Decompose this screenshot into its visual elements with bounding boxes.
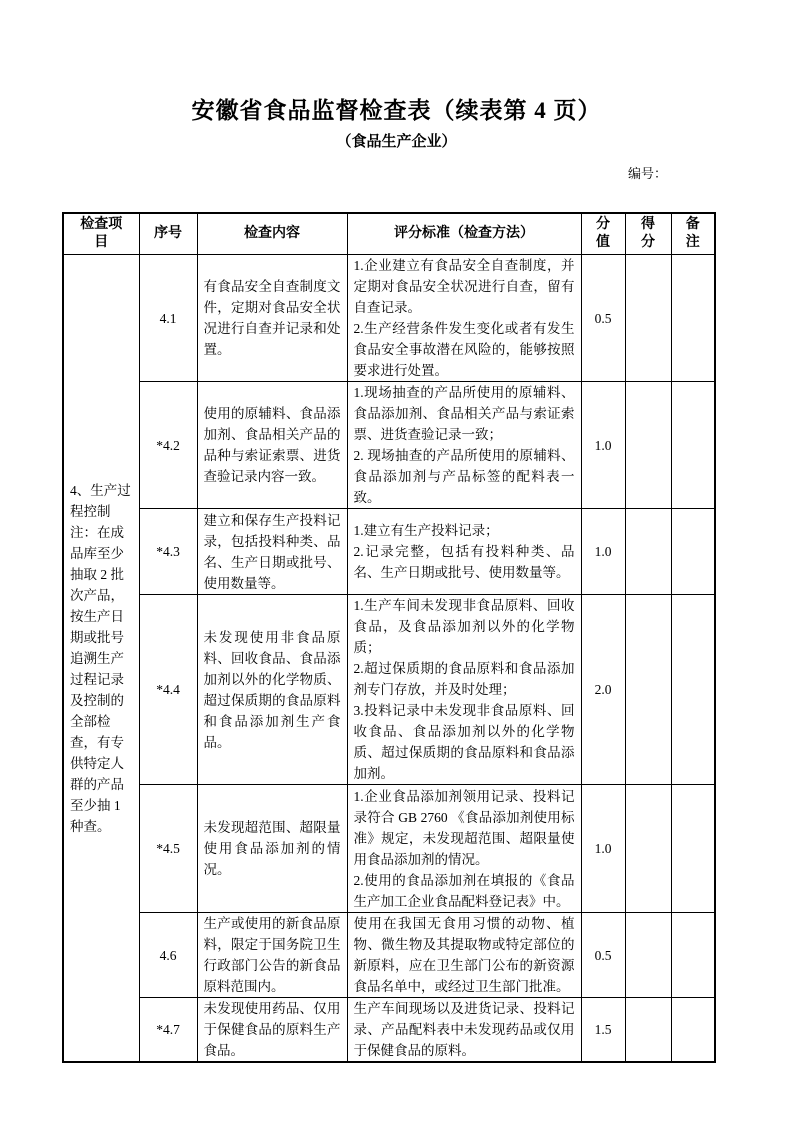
- item-number-cell: *4.4: [139, 595, 197, 785]
- table-row-4-6: [63, 913, 715, 998]
- standard-item-1: 1.现场抽查的产品所使用的原辅料、食品添加剂、食品相关产品与索证索票、进货查验记录一致；: [353, 385, 575, 442]
- category-note: 注：在成品库至少抽取 2 批次产品，按生产日期或批号追溯生产过程记录及控制的全部检查，有专供特定人群的产品至少抽 1 种查。: [70, 524, 124, 834]
- scoring-standard-cell: [347, 785, 581, 913]
- table-header-row: [63, 213, 715, 255]
- standard-item-2: 2.超过保质期的食品原料和食品添加剂专门存放，并及时处理；: [353, 661, 575, 697]
- score-value-cell: 1.0: [581, 382, 625, 509]
- table-row-4-4: [63, 595, 715, 785]
- remark-cell: [671, 998, 715, 1063]
- item-number-cell: *4.3: [139, 509, 197, 595]
- standard-item-2: 2. 现场抽查的产品所使用的原辅料、食品添加剂与产品标签的配料表一致。: [353, 448, 575, 505]
- scoring-standard-cell: [347, 998, 581, 1063]
- inspection-content-cell: 使用的原辅料、食品添加剂、食品相关产品的品种与索证索票、进货查验记录内容一致。: [197, 382, 347, 509]
- score-value-cell: 1.5: [581, 998, 625, 1063]
- header-serial-number: 序号: [139, 213, 197, 255]
- standard-item-1: 生产车间现场以及进货记录、投料记录、产品配料表中未发现药品或仅用于保健食品的原料。: [353, 1001, 575, 1058]
- score-value-cell: 1.0: [581, 509, 625, 595]
- table-row-4-3: [63, 509, 715, 595]
- score-value-cell: 2.0: [581, 595, 625, 785]
- item-number-cell: *4.7: [139, 998, 197, 1063]
- standard-item-1: 使用在我国无食用习惯的动物、植物、微生物及其提取物或特定部位的新原料，应在卫生部门公布的新资源食品名单中，或经过卫生部门批准。: [353, 916, 575, 994]
- score-obtained-cell: [625, 998, 671, 1063]
- scoring-standard-cell: [347, 382, 581, 509]
- remark-cell: [671, 255, 715, 382]
- standard-item-1: 1.企业食品添加剂领用记录、投料记录符合 GB 2760 《食品添加剂使用标准》规定，未发现超范围、超限量使用食品添加剂的情况。: [353, 788, 575, 867]
- standard-item-2: 2.记录完整，包括有投料种类、品名、生产日期或批号、使用数量等。: [353, 544, 575, 580]
- remark-cell: [671, 595, 715, 785]
- standard-item-1: 1.企业建立有食品安全自查制度，并定期对食品安全状况进行自查，留有自查记录。: [353, 258, 575, 315]
- table-row-4-1: [63, 255, 715, 382]
- item-number-cell: *4.5: [139, 785, 197, 913]
- score-obtained-cell: [625, 382, 671, 509]
- header-score-obtained: 得分: [625, 213, 671, 255]
- score-obtained-cell: [625, 255, 671, 382]
- standard-item-2: 2.使用的食品添加剂在填报的《食品生产加工企业食品配料登记表》中。: [353, 872, 575, 909]
- inspection-content-cell: 建立和保存生产投料记录，包括投料种类、品名、生产日期或批号、使用数量等。: [197, 509, 347, 595]
- header-scoring-standard: 评分标准（检查方法）: [347, 213, 581, 255]
- inspection-content-cell: 未发现使用非食品原料、回收食品、食品添加剂以外的化学物质、超过保质期的食品原料和食品添加剂生产食品。: [197, 595, 347, 785]
- scoring-standard-cell: [347, 509, 581, 595]
- remark-cell: [671, 913, 715, 998]
- item-number-cell: 4.6: [139, 913, 197, 998]
- table-row-4-7: [63, 998, 715, 1063]
- inspection-content-cell: 有食品安全自查制度文件，定期对食品安全状况进行自查并记录和处置。: [197, 255, 347, 382]
- score-obtained-cell: [625, 785, 671, 913]
- header-score-value: 分值: [581, 213, 625, 255]
- category-cell: [63, 255, 139, 1063]
- score-value-cell: 1.0: [581, 785, 625, 913]
- header-inspection-item: 检查项目: [63, 213, 139, 255]
- inspection-content-cell: 未发现使用药品、仅用于保健食品的原料生产食品。: [197, 998, 347, 1063]
- standard-item-3: 3.投料记录中未发现非食品原料、回收食品、食品添加剂以外的化学物质、超过保质期的食品原料和食品添加剂。: [353, 703, 575, 781]
- score-obtained-cell: [625, 595, 671, 785]
- score-value-cell: 0.5: [581, 913, 625, 998]
- score-value-cell: 0.5: [581, 255, 625, 382]
- score-obtained-cell: [625, 913, 671, 998]
- scoring-standard-cell: [347, 913, 581, 998]
- page-subtitle: （食品生产企业）: [336, 134, 457, 150]
- remark-cell: [671, 509, 715, 595]
- score-obtained-cell: [625, 509, 671, 595]
- serial-number-label: 编号：: [627, 166, 667, 181]
- standard-item-2: 2.生产经营条件发生变化或者有发生食品安全事故潜在风险的，能够按照要求进行处置。: [353, 321, 575, 378]
- item-number-cell: *4.2: [139, 382, 197, 509]
- header-inspection-content: 检查内容: [197, 213, 347, 255]
- table-row-4-2: [63, 382, 715, 509]
- remark-cell: [671, 785, 715, 913]
- remark-cell: [671, 382, 715, 509]
- table-row-4-5: [63, 785, 715, 913]
- header-remarks: 备注: [671, 213, 715, 255]
- standard-item-1: 1.生产车间未发现非食品原料、回收食品，及食品添加剂以外的化学物质；: [353, 598, 575, 655]
- inspection-content-cell: 未发现超范围、超限量使用食品添加剂的情况。: [197, 785, 347, 913]
- inspection-table: [62, 212, 716, 1063]
- item-number-cell: 4.1: [139, 255, 197, 382]
- scoring-standard-cell: [347, 255, 581, 382]
- scoring-standard-cell: [347, 595, 581, 785]
- page-title: 安徽省食品监督检查表（续表第 4 页）: [191, 98, 602, 123]
- category-title: 4、生产过程控制: [70, 482, 131, 519]
- standard-item-1: 1.建立有生产投料记录；: [353, 523, 499, 538]
- inspection-content-cell: 生产或使用的新食品原料，限定于国务院卫生行政部门公告的新食品原料范围内。: [197, 913, 347, 998]
